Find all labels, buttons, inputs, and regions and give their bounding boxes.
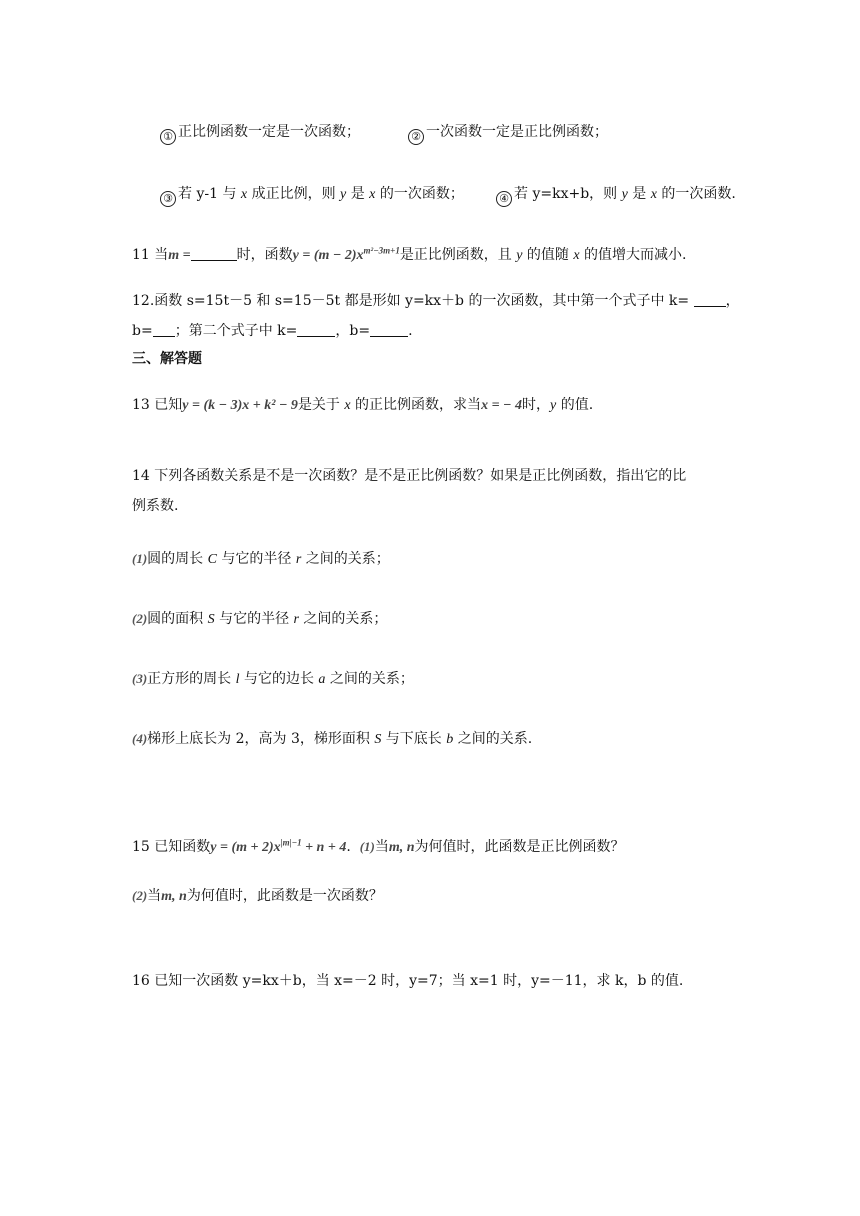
statement-3: ③ 若 y-1 与 x 成正比例，则 y 是 x 的一次函数； — [160, 183, 464, 207]
marker-1: ① — [160, 129, 176, 145]
marker-4: ④ — [496, 191, 512, 207]
part-3-number: (3) — [132, 671, 148, 686]
q11-formula: $y = (m - 2)x^{m^2-3m+1}$ — [292, 245, 400, 263]
part-4-number: (4) — [132, 731, 148, 746]
question-14-part-1: (1)圆的周长 C 与它的半径 r 之间的关系； — [132, 551, 390, 567]
q12-blank-b2 — [370, 324, 408, 337]
q11-m-equals: m = — [168, 248, 191, 263]
question-14-line-1: 14 下列各函数关系是不是一次函数？是不是正比例函数？如果是正比例函数，指出它的比 — [132, 468, 687, 484]
question-14-line-2: 例系数. — [132, 498, 179, 514]
question-14-part-2: (2)圆的面积 S 与它的半径 r 之间的关系； — [132, 611, 388, 627]
q15-formula: $y = (m + 2)x^{|m|-1} + n + 4$ — [210, 837, 347, 855]
marker-3: ③ — [160, 191, 176, 207]
q12-blank-k2 — [297, 324, 335, 337]
statement-4: ④ 若 y=kx+b，则 y 是 x 的一次函数. — [496, 183, 736, 207]
part-2-number: (2) — [132, 611, 148, 626]
statement-1 — [160, 121, 360, 145]
statement-2 — [408, 121, 608, 145]
section-heading-3: 三、解答题 — [132, 351, 202, 367]
question-11: 11 当m = 时，函数$y = (m - 2)x^{m^2-3m+1}$是正比例函数，且 y 的值随 x 的值增大而减小. — [132, 245, 687, 263]
question-12-line-1: 12.函数 s=15t－5 和 s=15－5t 都是形如 y=kx＋b 的一次函数，其中第一个式子中 k= ， — [132, 293, 740, 309]
statement-1-text: 正比例函数一定是一次函数； — [178, 124, 360, 140]
q15-part-2-number: (2) — [132, 888, 148, 903]
part-1-number: (1) — [132, 551, 148, 566]
q12-blank-k1 — [694, 294, 726, 307]
question-14-part-3: (3)正方形的周长 l 与它的边长 a 之间的关系； — [132, 671, 414, 687]
q13-formula: y = (k − 3)x + k² − 9 — [182, 398, 298, 413]
q15-part-1-number: (1) — [359, 839, 375, 854]
q13-condition: x = − 4 — [481, 398, 523, 413]
question-16: 16 已知一次函数 y=kx＋b，当 x=－2 时，y=7；当 x=1 时，y=－11，求 k，b 的值. — [132, 973, 684, 989]
question-12-line-2: b= ；第二个式子中 k= ，b= . — [132, 323, 413, 339]
question-15-line-2: (2)当m, n为何值时，此函数是一次函数？ — [132, 888, 383, 904]
question-15-line-1: 15 已知函数$y = (m + 2)x^{|m|-1} + n + 4$. (1)当m, n为何值时，此函数是正比例函数？ — [132, 837, 625, 855]
statement-2-text: 一次函数一定是正比例函数； — [426, 124, 608, 140]
question-14-part-4: (4)梯形上底长为 2，高为 3，梯形面积 S 与下底长 b 之间的关系. — [132, 731, 533, 747]
q11-answer-blank — [191, 248, 237, 261]
question-13: 13 已知y = (k − 3)x + k² − 9是关于 x 的正比例函数，求当x = − 4时，y 的值. — [132, 397, 594, 413]
q12-blank-b1 — [153, 324, 175, 337]
marker-2: ② — [408, 129, 424, 145]
